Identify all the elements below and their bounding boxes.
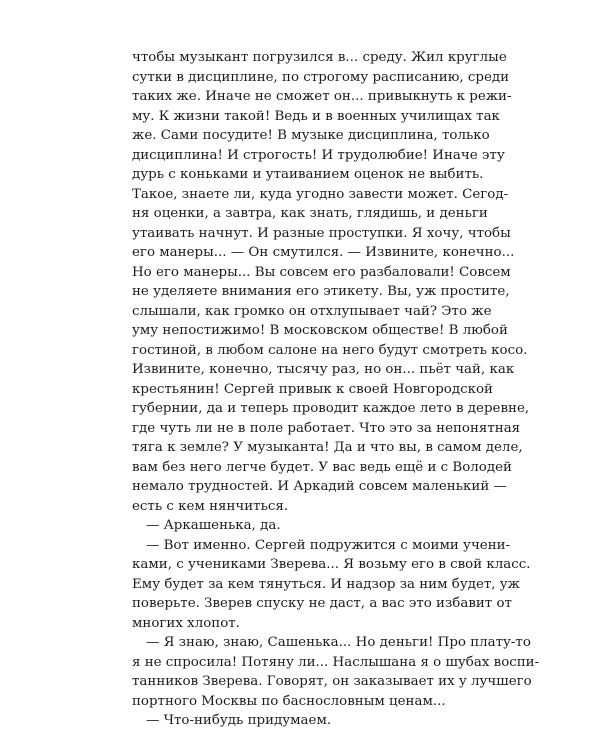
text-line: ками, с учениками Зверева... Я возьму его в свой класс. xyxy=(132,557,531,572)
text-line: портного Москвы по баснословным ценам... xyxy=(132,693,446,709)
text-line: дурь с коньками и утаиванием оценок не выбить. xyxy=(132,167,484,182)
text-line: же. Сами посудите! В музыке дисциплина, только xyxy=(132,128,490,143)
text-line: поверьте. Зверев спуску не даст, а вас это избавит от xyxy=(132,596,512,611)
text-line: сутки в дисциплине, по строгому расписанию, среди xyxy=(132,69,510,85)
text-line: крестьянин! Сергей привык к своей Новгородской xyxy=(132,381,493,397)
text-line: многих хлопот. xyxy=(132,615,240,631)
text-line: — Вот именно. Сергей подружится с моими учени- xyxy=(146,537,511,553)
book-page-text xyxy=(132,48,540,731)
text-line: гостиной, в любом салоне на него будут смотреть косо. xyxy=(132,342,528,358)
text-line: не уделяете внимания его этикету. Вы, уж простите, xyxy=(132,284,510,299)
text-line: утаивать начнут. И разные проступки. Я хочу, чтобы xyxy=(132,225,511,241)
text-line: Но его манеры... Вы совсем его разбаловали! Совсем xyxy=(132,264,511,280)
text-line: его манеры... — Он смутился. — Извините, конечно... xyxy=(132,245,515,260)
text-line: есть с кем нянчиться. xyxy=(132,498,289,514)
text-line: — Я знаю, знаю, Сашенька... Но деньги! Про плату-то xyxy=(146,635,531,650)
text-line: таких же. Иначе не сможет он... привыкнуть к режи- xyxy=(132,89,512,104)
text-line: му. К жизни такой! Ведь и в военных училищах так xyxy=(132,108,500,124)
text-line: чтобы музыкант погрузился в... среду. Жил круглые xyxy=(132,50,507,65)
text-line: тяга к земле? У музыканта! Да и что вы, в самом деле, xyxy=(132,440,523,455)
text-line: губернии, да и теперь проводит каждое лето в деревне, xyxy=(132,401,530,416)
text-line: Такое, знаете ли, куда угодно завести может. Сегод- xyxy=(132,186,509,202)
text-line: я не спросила! Потяну ли... Наслышана я о шубах воспи- xyxy=(132,654,540,670)
text-line: ня оценки, а завтра, как знать, глядишь, и деньги xyxy=(132,206,488,221)
text-line: — Что-нибудь придумаем. xyxy=(146,713,332,728)
text-line: где чуть ли не в поле работает. Что это за непонятная xyxy=(132,420,521,436)
text-line: немало трудностей. И Аркадий совсем маленький — xyxy=(132,479,507,494)
text-line: — Аркашенька, да. xyxy=(146,518,281,533)
text-line: танников Зверева. Говорят, он заказывает их у лучшего xyxy=(132,674,532,689)
text-line: дисциплина! И строгость! И трудолюбие! Иначе эту xyxy=(132,147,505,163)
text-line: Ему будет за кем тянуться. И надзор за ним будет, уж xyxy=(132,576,521,592)
text-line: вам без него легче будет. У вас ведь ещё и с Володей xyxy=(132,459,512,475)
text-line: Извините, конечно, тысячу раз, но он... пьёт чай, как xyxy=(132,362,515,377)
text-line: уму непостижимо! В московском обществе! В любой xyxy=(132,323,508,338)
text-line: слышали, как громко он отхлупывает чай? Это же xyxy=(132,303,492,319)
